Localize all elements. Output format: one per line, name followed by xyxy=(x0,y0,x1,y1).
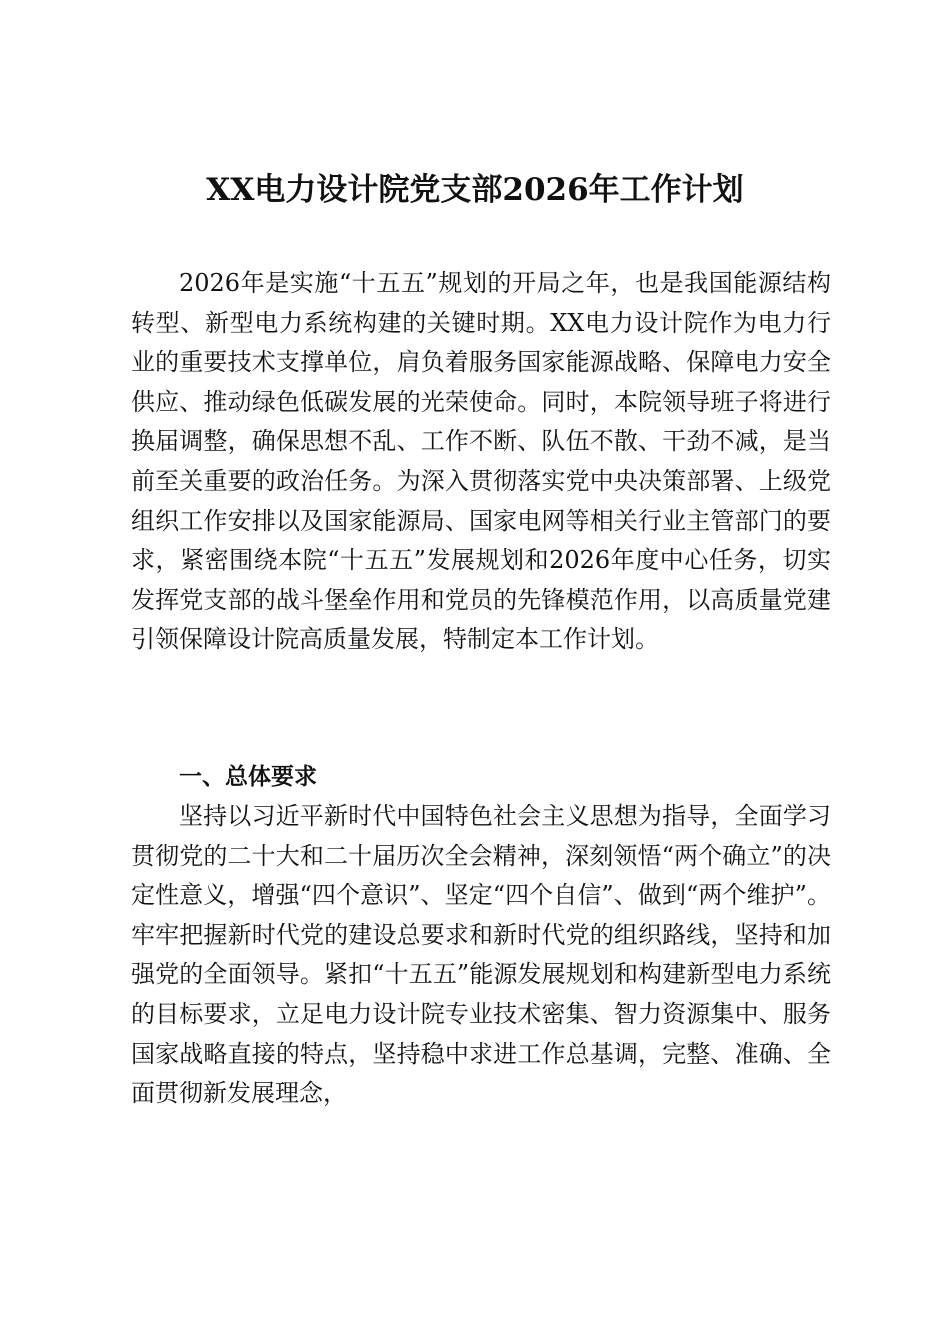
document-title: XX电力设计院党支部2026年工作计划 xyxy=(206,172,744,208)
section-paragraph-general-requirements: 坚持以习近平新时代中国特色社会主义思想为指导，全面学习贯彻党的二十大和二十届历次全会精神，深刻领悟“两个确立”的决定性意义，增强“四个意识”、坚定“四个自信”、做到“两个维护”。牢牢把握新时代党的建设总要求和新时代党的组织路线，坚持和加强党的全面领导。紧扣“十五五”能源发展规划和构建新型电力系统的目标要求，立足电力设计院专业技术密集、智力资源集中、服务国家战略直接的特点，坚持稳中求进工作总基调，完整、准确、全面贯彻新发展理念， xyxy=(131,802,831,1108)
section-heading-general-requirements: 一、总体要求 xyxy=(179,764,317,790)
intro-paragraph: 2026年是实施“十五五”规划的开局之年，也是我国能源结构转型、新型电力系统构建的关键时期。XX电力设计院作为电力行业的重要技术支撑单位，肩负着服务国家能源战略、保障电力安全供应、推动绿色低碳发展的光荣使命。同时，本院领导班子将进行换届调整，确保思想不乱、工作不断、队伍不散、干劲不减，是当前至关重要的政治任务。为深入贯彻落实党中央决策部署、上级党组织工作安排以及国家能源局、国家电网等相关行业主管部门的要求，紧密围绕本院“十五五”发展规划和2026年度中心任务，切实发挥党支部的战斗堡垒作用和党员的先锋模范作用，以高质量党建引领保障设计院高质量发展，特制定本工作计划。 xyxy=(131,269,831,654)
